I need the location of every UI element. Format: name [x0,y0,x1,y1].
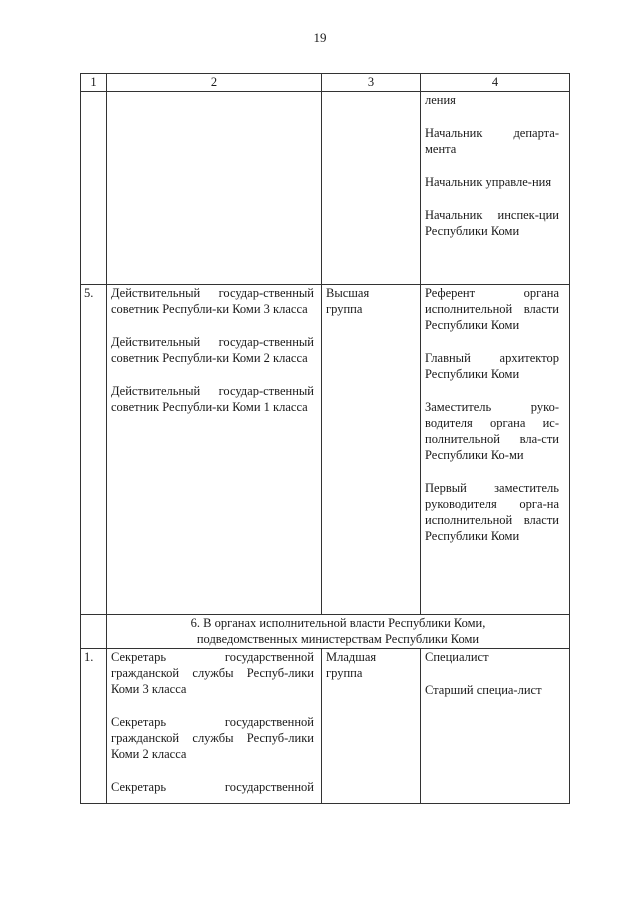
position-text: Старший специа-лист [425,683,542,697]
section-heading-line: подведомственных министерствам Республики Коми [196,632,480,646]
rank-text: Секретарь государственной [111,780,314,794]
table-header-row [81,74,570,92]
position-text: Начальник департа-мента [425,126,559,156]
position-text: Референт органа исполнительной власти Республики Коми [425,286,559,332]
rank-text: Действительный государ-ственный советник Республи-ки Коми 1 класса [111,384,314,414]
position-text: Главный архитектор Республики Коми [425,351,559,381]
cell-rank [107,92,322,285]
rank-text: Действительный государ-ственный советник Республи-ки Коми 2 класса [111,335,314,365]
cell-positions [421,649,570,804]
position-text: Начальник инспек-ции Республики Коми [425,208,559,238]
section-heading [107,615,570,649]
cell-group [322,92,421,285]
position-text: Заместитель руко-водителя органа ис-полнительной вла-сти Республики Ко-ми [425,400,559,462]
page-number: 19 [313,30,327,45]
section-heading-row [81,615,570,649]
rank-text: Секретарь государственной гражданской службы Респуб-лики Коми 2 класса [111,715,314,761]
cell-group [322,285,421,615]
cell-num [81,615,107,649]
table-row-1 [81,649,570,804]
group-text: Высшая группа [326,286,370,316]
cell-group [322,649,421,804]
header-col-2: 2 [107,74,322,92]
ranks-table [80,73,570,804]
header-col-4: 4 [421,74,570,92]
rank-text: Секретарь государственной гражданской службы Респуб-лики Коми 3 класса [111,650,314,696]
rank-text: Действительный государ-ственный советник Республи-ки Коми 3 класса [111,286,314,316]
row-number: 5. [81,285,107,615]
position-text: Первый заместитель руководителя орга-на исполнительной власти Республики Коми [425,481,559,543]
position-text: Специалист [425,650,489,664]
position-text: ления [425,93,456,107]
table-row-continued [81,92,570,285]
group-text: Младшая группа [326,650,377,680]
cell-num [81,92,107,285]
cell-positions [421,92,570,285]
section-heading-line: 6. В органах исполнительной власти Республики Коми, [190,616,486,630]
header-col-1: 1 [81,74,107,92]
cell-rank [107,285,322,615]
position-text: Начальник управле-ния [425,175,552,189]
row-number: 1. [81,649,107,804]
cell-positions [421,285,570,615]
cell-rank [107,649,322,804]
table-row-5 [81,285,570,615]
header-col-3: 3 [322,74,421,92]
